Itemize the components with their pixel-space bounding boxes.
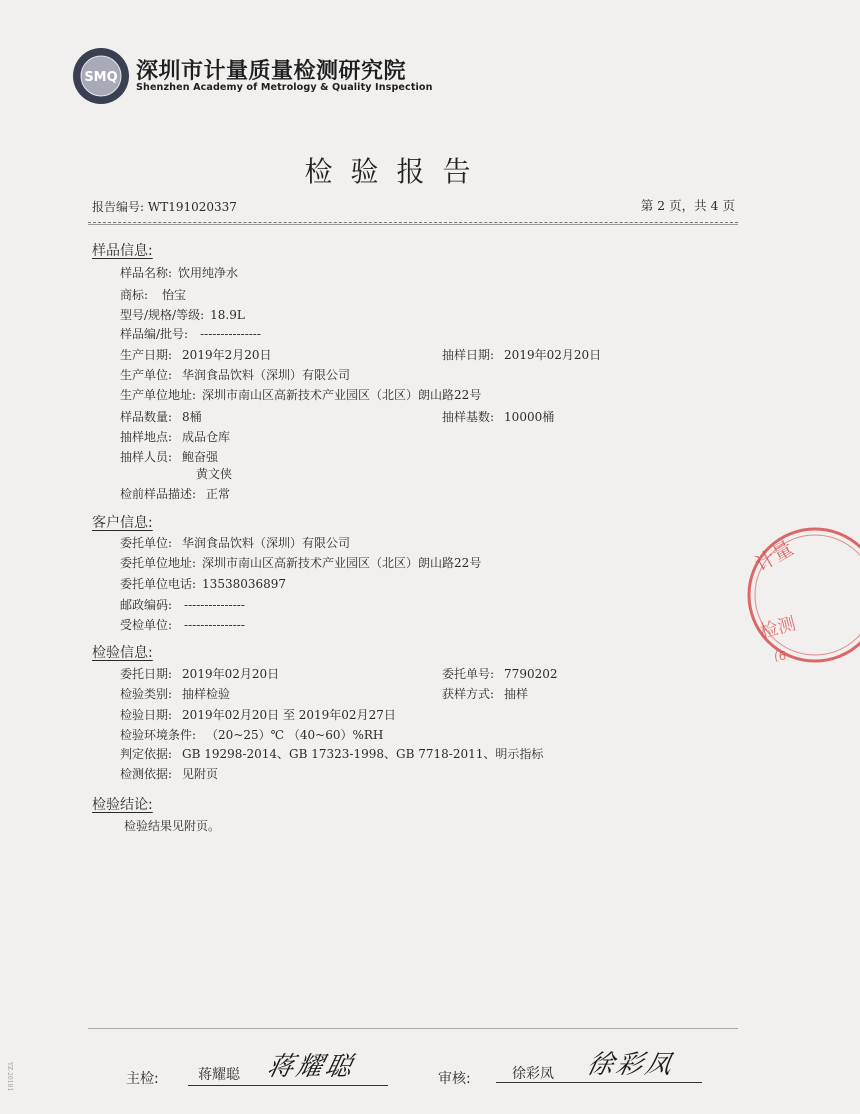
- field-value: 10000桶: [504, 410, 555, 424]
- field-value: 2019年02月20日: [504, 348, 602, 362]
- field-value: 华润食品饮料（深圳）有限公司: [182, 368, 351, 382]
- page-info: 第 2 页，共 4 页: [640, 198, 735, 213]
- field-label: 检验环境条件:: [120, 728, 197, 742]
- field-inspection-type: [120, 687, 230, 701]
- field-label: 检验日期:: [120, 708, 173, 722]
- field-label: 抽样日期:: [442, 348, 495, 362]
- field-value: ---------------: [184, 618, 245, 632]
- field-label: 委托单位:: [120, 536, 173, 550]
- field-value: 8桶: [182, 410, 202, 424]
- main-inspector-name: 蒋耀聪: [198, 1067, 240, 1083]
- field-entrust-date: [120, 667, 279, 681]
- field-sampling-staff-2: 黄文侠: [196, 467, 233, 481]
- field-brand: [120, 288, 186, 302]
- field-value: 2019年02月20日 至 2019年02月27日: [182, 708, 396, 722]
- field-value: 抽样: [504, 687, 529, 701]
- field-label: 委托单号:: [442, 667, 495, 681]
- side-print-code: YZ-20181: [6, 1062, 13, 1092]
- field-value: 成品仓库: [182, 430, 231, 444]
- field-value: ---------------: [200, 327, 261, 341]
- field-producer: [120, 368, 350, 382]
- field-model: [120, 308, 245, 322]
- section-sample-heading: 样品信息:: [92, 243, 153, 259]
- logo-text: SMQ: [84, 70, 118, 85]
- footer-divider: [88, 1028, 738, 1029]
- document-title: 检验报告: [304, 155, 489, 188]
- field-entrusting-phone: [120, 577, 286, 591]
- field-value: GB 19298-2014、GB 17323-1998、GB 7718-2011、明示指标: [182, 747, 544, 761]
- field-production-date: [120, 348, 272, 362]
- field-judgment-basis: [120, 747, 543, 761]
- field-label: 获样方式:: [442, 687, 495, 701]
- field-label: 检前样品描述:: [120, 487, 197, 501]
- field-sampling-place: [120, 430, 230, 444]
- field-sample-description: [120, 487, 230, 501]
- field-sampling-staff: [120, 450, 218, 464]
- field-label: 检验类别:: [120, 687, 173, 701]
- reviewer-underline: [496, 1082, 702, 1083]
- field-label: 抽样人员:: [120, 450, 173, 464]
- org-name-cn: 深圳市计量质量检测研究院: [136, 59, 407, 84]
- field-sampling-date: [442, 348, 601, 362]
- header-divider-solid: [88, 224, 738, 225]
- reviewer-label: 审核:: [438, 1071, 471, 1087]
- stamp-text-1: 计量: [750, 535, 798, 577]
- official-stamp: [740, 520, 799, 670]
- section-conclusion-heading: 检验结论:: [92, 797, 153, 813]
- field-value: 7790202: [504, 667, 558, 681]
- field-label: 邮政编码:: [120, 598, 173, 612]
- field-entrusting-party: [120, 536, 350, 550]
- field-environment: [120, 728, 383, 742]
- field-inspection-date: [120, 708, 396, 722]
- main-inspector-underline: [188, 1085, 388, 1086]
- report-number-value: WT191020337: [147, 200, 237, 214]
- field-sampling-method: [442, 687, 528, 701]
- field-label: 生产单位:: [120, 368, 173, 382]
- field-label: 受检单位:: [120, 618, 173, 632]
- field-value: 怡宝: [162, 288, 187, 302]
- field-value: 深圳市南山区高新技术产业园区（北区）朗山路22号: [202, 388, 482, 402]
- org-name-en: Shenzhen Academy of Metrology & Quality Inspection: [136, 82, 433, 93]
- field-value: 饮用纯净水: [178, 266, 239, 280]
- field-producer-address: [120, 388, 481, 402]
- conclusion-text: 检验结果见附页。: [124, 819, 221, 833]
- field-postcode: [120, 598, 245, 612]
- section-client-heading: 客户信息:: [92, 515, 153, 531]
- field-label: 样品数量:: [120, 410, 173, 424]
- stamp-text-2: 检测: [757, 613, 799, 643]
- field-label: 检测依据:: [120, 767, 173, 781]
- field-entrusting-address: [120, 556, 481, 570]
- field-quantity: [120, 410, 202, 424]
- smq-logo-emblem: [72, 47, 130, 105]
- field-value: 深圳市南山区高新技术产业园区（北区）朗山路22号: [202, 556, 482, 570]
- field-value: 抽样检验: [182, 687, 231, 701]
- field-label: 委托单位电话:: [120, 577, 197, 591]
- section-inspection-heading: 检验信息:: [92, 645, 153, 661]
- main-inspector-label: 主检:: [126, 1071, 159, 1087]
- reviewer-name: 徐彩凤: [512, 1066, 554, 1082]
- field-label: 抽样基数:: [442, 410, 495, 424]
- report-number-label: 报告编号:: [92, 200, 145, 214]
- field-label: 商标:: [120, 288, 149, 302]
- field-label: 型号/规格/等级:: [120, 308, 205, 322]
- main-inspector-signature: 蒋耀聪: [264, 1052, 358, 1082]
- field-label: 委托单位地址:: [120, 556, 197, 570]
- field-sample-name: [120, 266, 238, 280]
- field-value: ---------------: [184, 598, 245, 612]
- field-label: 样品名称:: [120, 266, 173, 280]
- field-value: 正常: [206, 487, 231, 501]
- field-label: 样品编/批号:: [120, 327, 189, 341]
- field-sampling-base: [442, 410, 554, 424]
- field-batch: [120, 327, 261, 341]
- field-label: 委托日期:: [120, 667, 173, 681]
- field-value: 2019年2月20日: [182, 348, 272, 362]
- field-label: 生产单位地址:: [120, 388, 197, 402]
- field-value: 18.9L: [210, 308, 245, 322]
- field-value: 见附页: [182, 767, 219, 781]
- field-entrust-number: [442, 667, 558, 681]
- field-value: 2019年02月20日: [182, 667, 280, 681]
- field-value: 鲍奋强: [182, 450, 219, 464]
- field-test-basis: [120, 767, 218, 781]
- report-number: [92, 198, 237, 215]
- field-value: 13538036897: [202, 577, 287, 591]
- field-value: （20~25）℃ （40~60）%RH: [206, 728, 384, 742]
- field-label: 生产日期:: [120, 348, 173, 362]
- field-inspected-party: [120, 618, 245, 632]
- stamp-text-3: (6: [774, 649, 787, 663]
- field-label: 抽样地点:: [120, 430, 173, 444]
- header-divider: [88, 222, 738, 223]
- reviewer-signature: 徐彩凤: [584, 1050, 678, 1080]
- field-label: 判定依据:: [120, 747, 173, 761]
- field-value: 华润食品饮料（深圳）有限公司: [182, 536, 351, 550]
